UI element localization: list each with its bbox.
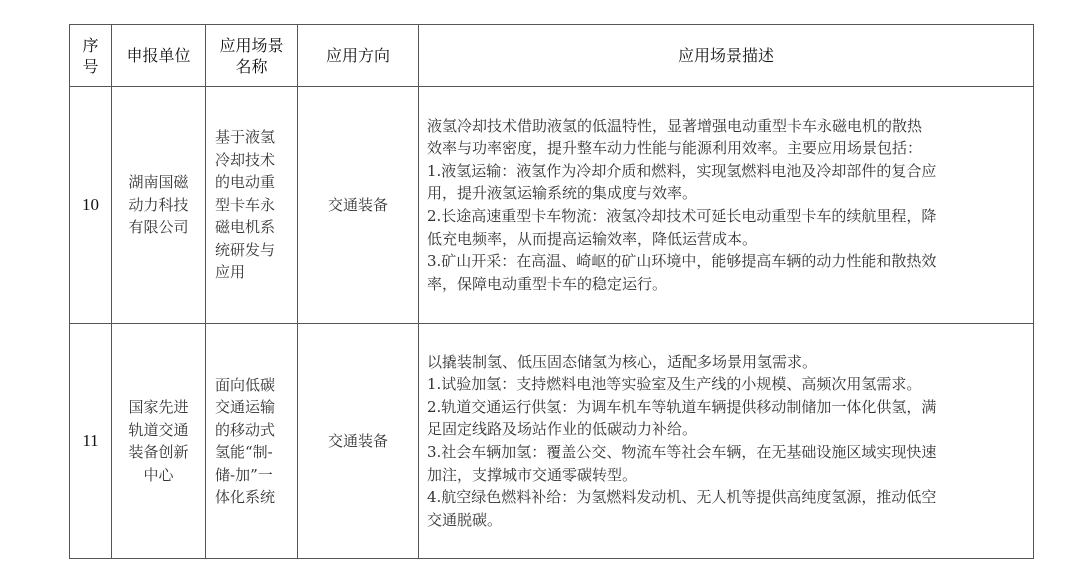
application-scenario-table <box>69 24 1034 559</box>
header-description: 应用场景描述 <box>419 25 1034 87</box>
row-index: 11 <box>70 324 112 559</box>
table-header-row <box>70 25 1034 87</box>
row-description: 液氢冷却技术借助液氢的低温特性，显著增强电动重型卡车永磁电机的散热 效率与功率密度，提升整车动力性能与能源利用效率。主要应用场景包括： 1.液氢运输：液氢作为冷却介质和燃料，实现氢燃料电池及冷却部件的复合应 用，提升液氢运输系统的集成度与效率。 2.长途高速重型卡车物流：液氢冷却技术可延长电动重型卡车的续航里程，降 低充电频率，从而提高运输效率，降低运营成本。 3.矿山开采：在高温、崎岖的矿山环境中，能够提高车辆的动力性能和散热效 率，保障电动重型卡车的稳定运行。 <box>419 87 1034 324</box>
row-direction: 交通装备 <box>298 87 419 324</box>
table-row <box>70 324 1034 559</box>
header-index: 序 号 <box>70 25 112 87</box>
header-scene-name: 应用场景 名称 <box>206 25 298 87</box>
row-unit: 国家先进 轨道交通 装备创新 中心 <box>112 324 206 559</box>
row-scene-name: 基于液氢 冷却技术 的电动重 型卡车永 磁电机系 统研发与 应用 <box>206 87 298 324</box>
row-index: 10 <box>70 87 112 324</box>
row-unit: 湖南国磁 动力科技 有限公司 <box>112 87 206 324</box>
header-unit: 申报单位 <box>112 25 206 87</box>
table-row <box>70 87 1034 324</box>
row-description: 以撬装制氢、低压固态储氢为核心，适配多场景用氢需求。 1.试验加氢：支持燃料电池等实验室及生产线的小规模、高频次用氢需求。 2.轨道交通运行供氢：为调车机车等轨道车辆提供移动制储加一体化供氢，满 足固定线路及场站作业的低碳动力补给。 3.社会车辆加氢：覆盖公交、物流车等社会车辆，在无基础设施区域实现快速 加注，支撑城市交通零碳转型。 4.航空绿色燃料补给：为氢燃料发动机、无人机等提供高纯度氢源，推动低空 交通脱碳。 <box>419 324 1034 559</box>
row-scene-name: 面向低碳 交通运输 的移动式 氢能“制- 储-加”一 体化系统 <box>206 324 298 559</box>
row-direction: 交通装备 <box>298 324 419 559</box>
header-direction: 应用方向 <box>298 25 419 87</box>
